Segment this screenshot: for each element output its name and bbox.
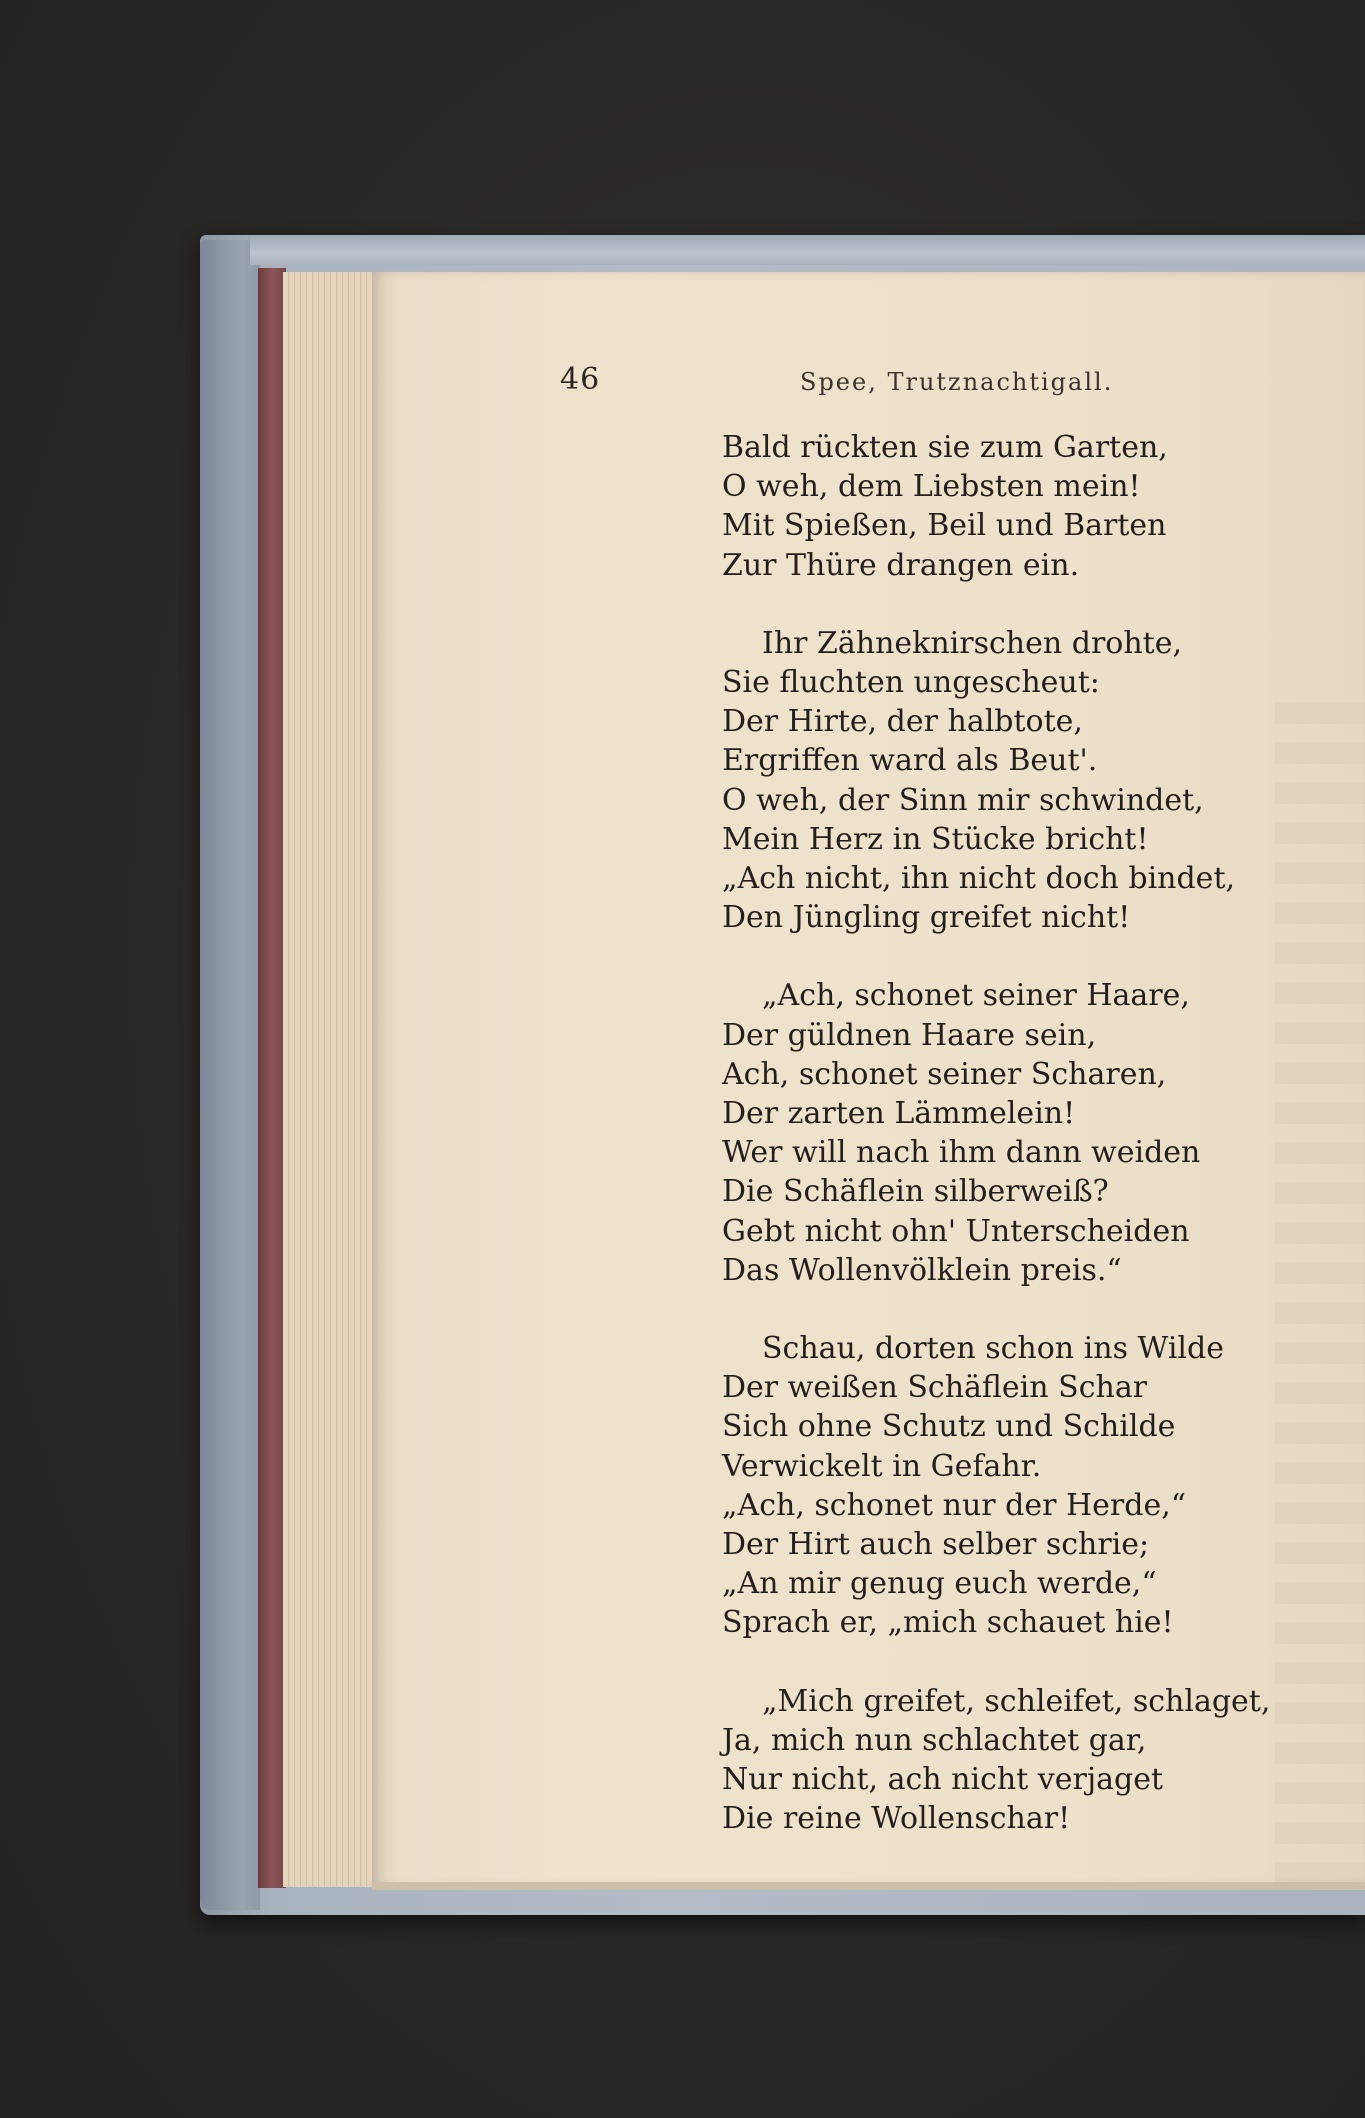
poem-line: Zur Thüre drangen ein. [722,547,1080,583]
poem-line: Schau, dorten schon ins Wilde [762,1331,1224,1367]
poem-line: Der zarten Lämmelein! [722,1096,1076,1132]
poem-line: „Mich greifet, schleifet, schlaget, [762,1683,1271,1719]
stanza [722,976,1322,1290]
poem-line: Sie fluchten ungescheut: [722,665,1100,701]
poem-line: „Ach, schonet nur der Herde,“ [722,1487,1187,1523]
poem-line: Mein Herz in Stücke bricht! [722,821,1149,857]
poem-line: Ihr Zähneknirschen drohte, [762,625,1183,661]
poem-line: „An mir genug euch werde,“ [722,1566,1157,1602]
poem-line: Sich ohne Schutz und Schilde [722,1409,1176,1445]
page-stack [283,272,383,1887]
stanza [722,624,1322,938]
poem-line: Nur nicht, ach nicht verjaget [722,1762,1164,1798]
poem-line: Mit Spießen, Beil und Barten [722,508,1167,544]
poem-line: O weh, der Sinn mir schwindet, [722,782,1204,818]
stanza [722,1329,1322,1643]
poem-line: Der Hirt auch selber schrie; [722,1527,1150,1563]
poem-line: Ergriffen ward als Beut'. [722,743,1098,779]
poem-line: Der güldnen Haare sein, [722,1017,1097,1053]
poem-line: Das Wollenvölklein preis.“ [722,1252,1122,1288]
poem-line: Gebt nicht ohn' Unterscheiden [722,1213,1190,1249]
poem-line: „Ach nicht, ihn nicht doch bindet, [722,861,1236,897]
poem-line: Der weißen Schäflein Schar [722,1370,1148,1406]
poem-line: Ja, mich nun schlachtet gar, [722,1722,1147,1758]
poem-line: Den Jüngling greifet nicht! [722,900,1131,936]
running-head: Spee, Trutznachtigall. [800,368,1114,396]
poem-line: Sprach er, „mich schauet hie! [722,1605,1174,1641]
book-cover-edge [200,240,260,1910]
poem-line: Die reine Wollenschar! [722,1801,1071,1837]
poem-line: Ach, schonet seiner Scharen, [722,1056,1167,1092]
stanza [722,428,1322,585]
book-cover-top [250,235,1365,265]
poem-text [722,428,1322,1878]
poem-line: „Ach, schonet seiner Haare, [762,978,1190,1014]
poem-line: Bald rückten sie zum Garten, [722,430,1168,465]
page-header [560,362,1160,412]
poem-line: Verwickelt in Gefahr. [722,1448,1042,1484]
poem-line: Wer will nach ihm dann weiden [722,1135,1201,1171]
page-bottom-edge [372,1882,1365,1890]
poem-line: O weh, dem Liebsten mein! [722,469,1141,505]
page-edge-red [258,268,286,1888]
stanza [722,1682,1322,1839]
poem-line: Die Schäflein silberweiß? [722,1174,1109,1210]
poem-line: Der Hirte, der halbtote, [722,704,1083,740]
page-number: 46 [560,362,601,397]
